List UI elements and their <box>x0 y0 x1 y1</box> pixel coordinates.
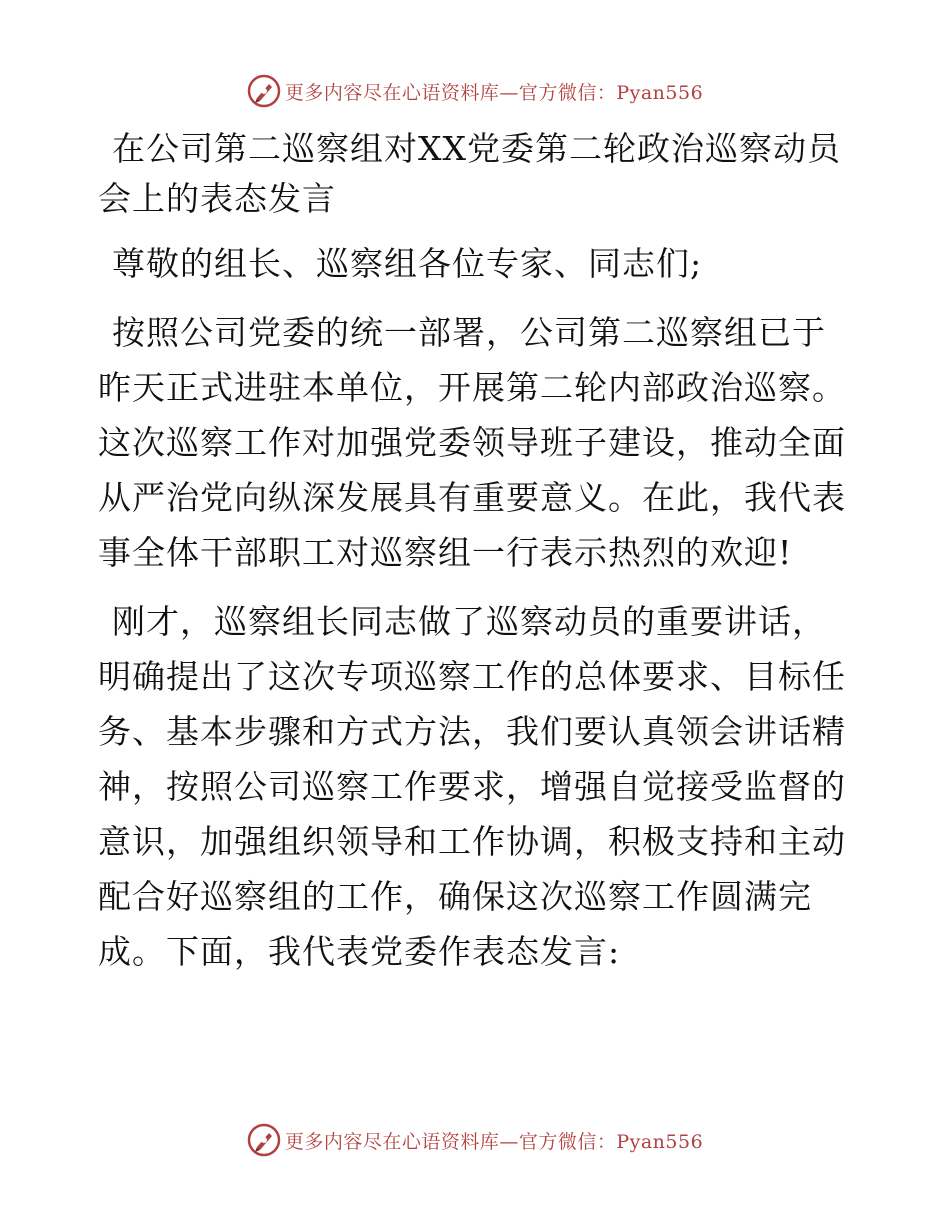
title-line: 在公司第二巡察组对XX党委第二轮政治巡察动员 <box>112 129 841 168</box>
footer-watermark-banner <box>0 1120 950 1160</box>
paragraph-line: 务、基本步骤和方式方法，我们要认真领会讲话精 <box>98 712 846 751</box>
document-body <box>98 124 858 993</box>
title-line: 会上的表态发言 <box>98 179 336 218</box>
paragraph-line: 事全体干部职工对巡察组一行表示热烈的欢迎! <box>98 533 793 572</box>
paragraph <box>98 305 858 580</box>
salutation: 尊敬的组长、巡察组各位专家、同志们; <box>112 244 703 283</box>
paragraph-line: 从严治党向纵深发展具有重要意义。在此，我代表 <box>98 478 846 517</box>
header-watermark-banner <box>0 71 950 111</box>
paragraph-line: 配合好巡察组的工作，确保这次巡察工作圆满完 <box>98 877 812 916</box>
paragraph-line: 神，按照公司巡察工作要求，增强自觉接受监督的 <box>98 767 846 806</box>
paragraph-line: 昨天正式进驻本单位，开展第二轮内部政治巡察。 <box>98 368 846 407</box>
paragraph-line: 刚才，巡察组长同志做了巡察动员的重要讲话， <box>112 602 826 641</box>
pen-logo-icon <box>247 74 281 108</box>
paragraph-line: 成。下面，我代表党委作表态发言: <box>98 932 621 971</box>
paragraph-line: 这次巡察工作对加强党委领导班子建设，推动全面 <box>98 423 846 462</box>
paragraph-line: 意识，加强组织领导和工作协调，积极支持和主动 <box>98 822 846 861</box>
paragraph-line: 明确提出了这次专项巡察工作的总体要求、目标任 <box>98 657 846 696</box>
paragraph <box>98 594 858 979</box>
document-title <box>98 124 858 224</box>
watermark-text: 更多内容尽在心语资料库—官方微信：Pyan556 <box>284 81 704 104</box>
paragraph-line: 按照公司党委的统一部署，公司第二巡察组已于 <box>112 313 826 352</box>
pen-logo-icon <box>247 1123 281 1157</box>
watermark-text: 更多内容尽在心语资料库—官方微信：Pyan556 <box>284 1130 704 1153</box>
